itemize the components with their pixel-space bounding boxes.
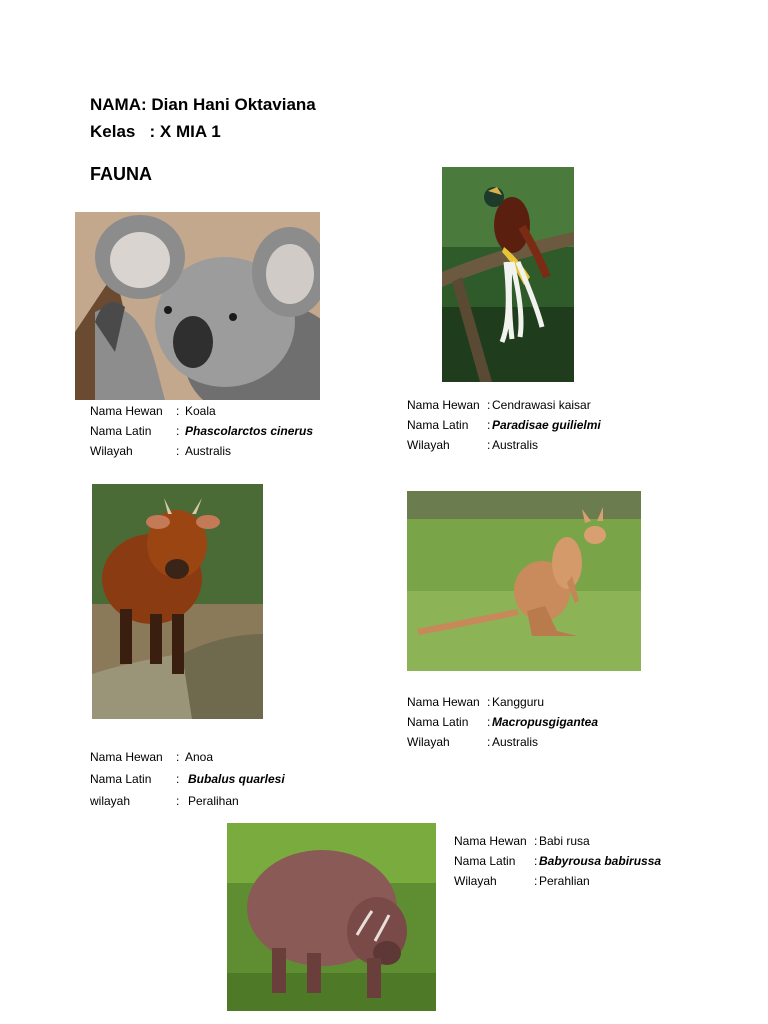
caption-key: Nama Latin (407, 715, 469, 729)
caption-value: Kangguru (492, 695, 545, 709)
caption-key: Wilayah (407, 735, 450, 749)
caption-key: Nama Latin (90, 772, 152, 786)
caption-row: Wilayah : Australis (407, 732, 598, 752)
caption-row: Nama Latin : Paradisae guilielmi (407, 415, 601, 435)
caption-key: Nama Hewan (454, 834, 527, 848)
babirusa-caption (454, 831, 661, 891)
caption-key: Nama Latin (454, 854, 516, 868)
caption-key: Nama Hewan (90, 404, 163, 418)
caption-key: Nama Hewan (407, 695, 480, 709)
anoa-caption (90, 746, 285, 812)
caption-key: Nama Hewan (90, 750, 163, 764)
caption-value: Perahlian (539, 874, 590, 888)
caption-value: Australis (492, 438, 539, 452)
koala-photo (75, 212, 320, 400)
anoa-photo (92, 484, 263, 719)
caption-row: Nama Latin : Phascolarctos cinerus (90, 421, 313, 441)
caption-row: Nama Hewan : Babi rusa (454, 831, 661, 851)
caption-value: Australis (185, 444, 232, 458)
caption-key: Wilayah (454, 874, 497, 888)
caption-row: Nama Latin : Babyrousa babirussa (454, 851, 661, 871)
koala-caption (90, 401, 313, 461)
student-name: NAMA: Dian Hani Oktaviana (90, 95, 316, 114)
caption-row: Nama Hewan : Anoa (90, 746, 285, 768)
caption-row: wilayah : Peralihan (90, 790, 285, 812)
caption-key: wilayah (90, 794, 131, 808)
caption-row: Nama Hewan : Cendrawasi kaisar (407, 395, 601, 415)
caption-row: Nama Hewan : Kangguru (407, 692, 598, 712)
caption-value: Bubalus quarlesi (188, 772, 285, 786)
caption-key: Nama Hewan (407, 398, 480, 412)
caption-row: Nama Hewan : Koala (90, 401, 313, 421)
caption-row: Nama Latin : Bubalus quarlesi (90, 768, 285, 790)
bird-caption (407, 395, 601, 455)
caption-value: Phascolarctos cinerus (185, 424, 314, 438)
caption-key: Wilayah (407, 438, 450, 452)
caption-key: Wilayah (90, 444, 133, 458)
caption-value: Paradisae guilielmi (492, 418, 601, 432)
caption-row: Wilayah : Australis (407, 435, 601, 455)
section-title: FAUNA (90, 164, 152, 184)
caption-value: Macropusgigantea (492, 715, 599, 729)
caption-value: Anoa (185, 750, 214, 764)
student-class: Kelas : X MIA 1 (90, 122, 221, 141)
caption-row: Wilayah : Perahlian (454, 871, 661, 891)
babirusa-photo (227, 823, 436, 1011)
caption-value: Babi rusa (539, 834, 590, 848)
caption-row: Nama Latin : Macropusgigantea (407, 712, 598, 732)
caption-key: Nama Latin (407, 418, 469, 432)
caption-key: Nama Latin (90, 424, 152, 438)
caption-row: Wilayah : Australis (90, 441, 313, 461)
kangaroo-caption (407, 692, 598, 752)
caption-value: Cendrawasi kaisar (492, 398, 591, 412)
kangaroo-photo (407, 491, 641, 671)
caption-value: Australis (492, 735, 539, 749)
bird-of-paradise-photo (442, 167, 574, 382)
caption-value: Babyrousa babirussa (539, 854, 662, 868)
caption-value: Peralihan (188, 794, 239, 808)
caption-value: Koala (185, 404, 216, 418)
